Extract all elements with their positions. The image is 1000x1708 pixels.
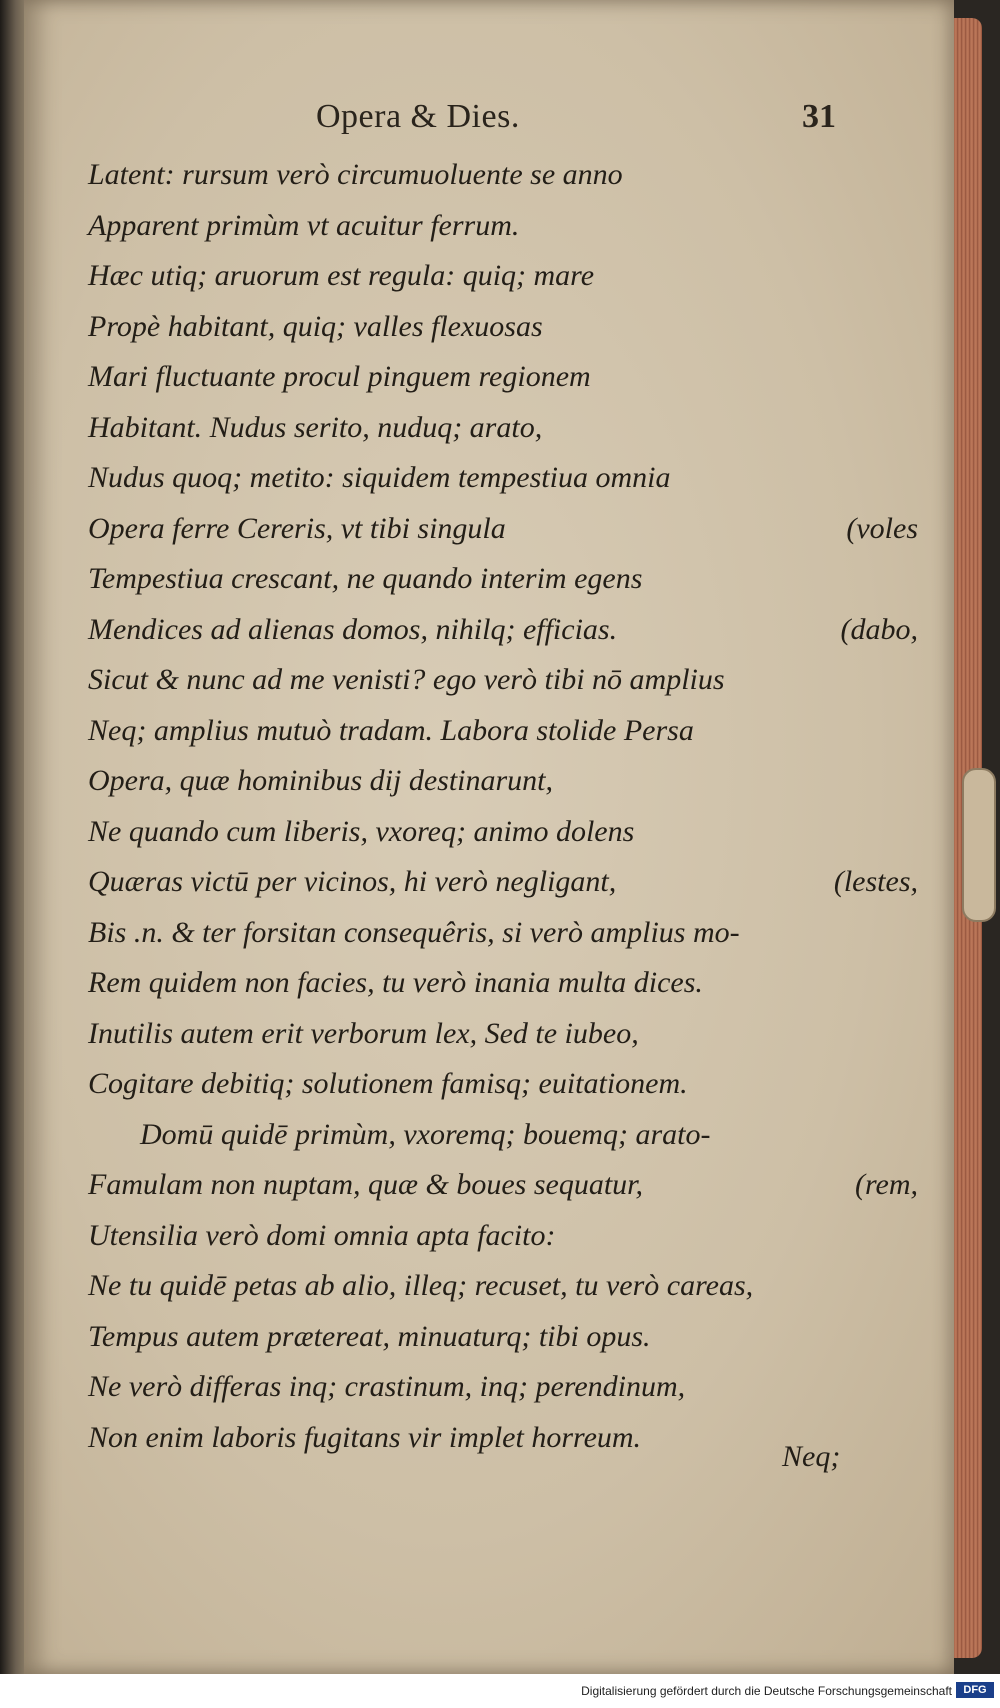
verse-line [88, 807, 918, 858]
page-number: 31 [802, 98, 836, 135]
verse-line [88, 1059, 918, 1110]
page-clasp [962, 768, 996, 922]
verse-line [88, 958, 918, 1009]
verse-line [88, 1261, 918, 1312]
verse-line-text: Cogitare debitiq; solutionem famisq; euitationem. [88, 1067, 688, 1100]
running-title: Opera & Dies. [316, 98, 520, 135]
verse-line [88, 403, 918, 454]
verse-line [88, 251, 918, 302]
turnover-word: (dabo, [840, 612, 918, 646]
verse-line [88, 302, 918, 353]
verse-line-text: Ne tu quidē petas ab alio, illeq; recuset, tu verò careas, [88, 1269, 754, 1302]
verse-line-text: Opera ferre Cereris, vt tibi singula [88, 511, 506, 545]
verse-line-text: Quæras victū per vicinos, hi verò negligant, [88, 865, 617, 898]
digitization-footer [0, 1674, 1000, 1708]
verse-line [88, 655, 918, 706]
verse-line-text: Mari fluctuante procul pinguem regionem [88, 360, 591, 393]
verse-line-text: Apparent primùm vt acuitur ferrum. [88, 208, 520, 242]
turnover-word: (rem, [854, 1168, 918, 1201]
verse-line-text: Rem quidem non facies, tu verò inania multa dices. [88, 966, 703, 999]
verse-line-text: Tempus autem prætereat, minuaturq; tibi opus. [88, 1319, 651, 1353]
verse-line [88, 857, 918, 908]
verse-line [88, 201, 918, 252]
verse-text-block [88, 150, 918, 1463]
verse-line [88, 1009, 918, 1060]
page-header [24, 98, 954, 144]
verse-line [88, 706, 918, 757]
verse-line [88, 150, 918, 201]
book-page [24, 0, 954, 1674]
verse-line-text: Ne verò differas inq; crastinum, inq; perendinum, [88, 1370, 686, 1403]
verse-line-text: Non enim laboris fugitans vir implet horreum. [88, 1420, 642, 1454]
verse-line [88, 1362, 918, 1413]
verse-line [88, 1312, 918, 1363]
verse-line [88, 1110, 918, 1161]
verse-line-text: Bis .n. & ter forsitan consequêris, si verò amplius mo- [88, 915, 740, 949]
verse-line-text: Neq; amplius mutuò tradam. Labora stolide Persa [88, 713, 694, 747]
verse-line-text: Ne quando cum liberis, vxoreq; animo dolens [88, 814, 635, 848]
verse-line-text: Tempestiua crescant, ne quando interim egens [88, 562, 643, 595]
funding-credit: Digitalisierung gefördert durch die Deutsche Forschungsgemeinschaft [581, 1684, 952, 1698]
verse-line-text: Habitant. Nudus serito, nuduq; arato, [88, 410, 543, 444]
turnover-word: (voles [846, 511, 918, 545]
verse-line [88, 453, 918, 504]
facing-page-edge [0, 0, 26, 1674]
turnover-word: (lestes, [833, 865, 918, 898]
verse-line [88, 1211, 918, 1262]
verse-line [88, 554, 918, 605]
verse-line-text: Utensilia verò domi omnia apta facito: [88, 1218, 556, 1252]
verse-line-text: Inutilis autem erit verborum lex, Sed te iubeo, [88, 1016, 639, 1050]
verse-line-text: Opera, quæ hominibus dij destinarunt, [88, 764, 554, 797]
verse-line [88, 756, 918, 807]
verse-line-text: Famulam non nuptam, quæ & boues sequatur, [88, 1168, 643, 1201]
verse-line-text: Latent: rursum verò circumuoluente se anno [88, 158, 623, 191]
verse-line-text: Nudus quoq; metito: siquidem tempestiua omnia [88, 461, 671, 494]
catchword: Neq; [782, 1440, 841, 1473]
verse-line-text: Hæc utiq; aruorum est regula: quiq; mare [88, 259, 595, 292]
dfg-logo: DFG [956, 1682, 994, 1698]
verse-line-text: Sicut & nunc ad me venisti? ego verò tibi nō amplius [88, 663, 725, 696]
verse-line-text: Mendices ad alienas domos, nihilq; efficias. [88, 612, 618, 646]
verse-line [88, 504, 918, 555]
verse-line [88, 908, 918, 959]
verse-line-text: Propè habitant, quiq; valles flexuosas [88, 309, 543, 343]
verse-line [88, 605, 918, 656]
verse-line [88, 1160, 918, 1211]
verse-line-text: Domū quidē primùm, vxoremq; bouemq; arato- [140, 1117, 711, 1151]
verse-line [88, 352, 918, 403]
